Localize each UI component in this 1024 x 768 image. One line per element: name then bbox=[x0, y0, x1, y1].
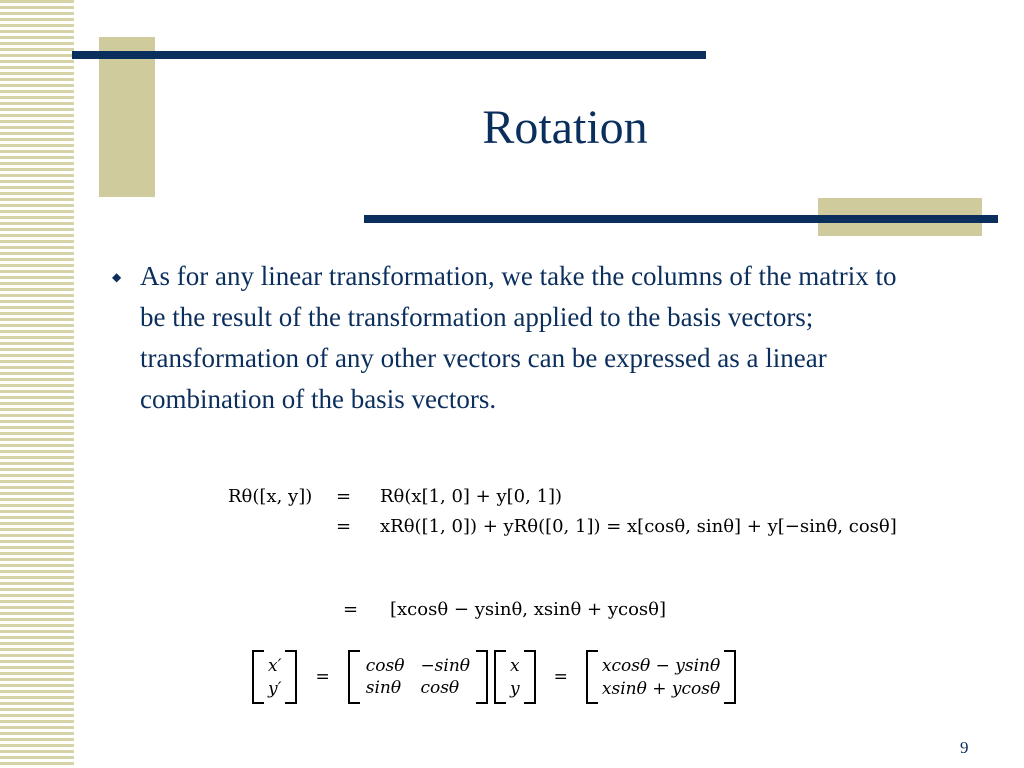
bracket-left bbox=[586, 650, 598, 704]
vector-entry: xsinθ + ycosθ bbox=[601, 678, 721, 699]
vector-entry: x′ bbox=[268, 655, 282, 676]
matrix-entry: sinθ bbox=[365, 678, 402, 698]
bracket-left bbox=[348, 650, 360, 704]
equals-sign: = bbox=[336, 486, 352, 507]
equation-rhs-2: xRθ([1, 0]) + yRθ([0, 1]) = x[cosθ, sinθ] + y[−sinθ, cosθ] bbox=[380, 516, 897, 537]
equals-sign: = bbox=[343, 599, 359, 620]
equals-sign: = bbox=[336, 516, 352, 537]
equation-rhs-3: [xcosθ − ysinθ, xsinθ + ycosθ] bbox=[390, 599, 667, 620]
matrix-entry: cosθ bbox=[365, 656, 405, 676]
page-number: 9 bbox=[960, 738, 969, 757]
bracket-right bbox=[476, 650, 488, 704]
decor-bar-middle bbox=[364, 215, 998, 223]
bracket-left bbox=[252, 650, 264, 704]
bracket-left bbox=[494, 650, 506, 704]
equals-sign: = bbox=[553, 667, 568, 687]
decor-block-top bbox=[99, 37, 155, 197]
vector-entry: xcosθ − ysinθ bbox=[601, 655, 721, 676]
bullet-text: As for any linear transformation, we take the columns of the matrix to be the result of the transformation applied to the basis vectors; transformation of any other vectors can be expressed as a linear combination of the basis vectors. bbox=[140, 261, 897, 414]
diamond-bullet-icon: ◆ bbox=[112, 270, 122, 284]
result-vector bbox=[598, 654, 724, 700]
matrix-entry: −sinθ bbox=[420, 656, 471, 676]
decor-bar-top bbox=[72, 51, 706, 59]
vector-entry: y′ bbox=[268, 678, 282, 699]
vector-entry: x bbox=[510, 655, 520, 676]
matrix-entry: cosθ bbox=[420, 678, 460, 698]
bracket-right bbox=[285, 650, 297, 704]
equals-sign: = bbox=[315, 667, 330, 687]
equation-lhs: Rθ([x, y]) bbox=[228, 486, 313, 507]
left-striped-border bbox=[0, 0, 74, 768]
matrix-equation bbox=[252, 650, 736, 704]
vector-entry: y bbox=[510, 678, 520, 699]
rotation-matrix bbox=[360, 656, 476, 698]
bracket-right bbox=[524, 650, 536, 704]
vector-xy bbox=[506, 654, 524, 700]
equation-rhs-1: Rθ(x[1, 0] + y[0, 1]) bbox=[380, 486, 563, 507]
vector-prime bbox=[264, 654, 285, 700]
bracket-right bbox=[724, 650, 736, 704]
slide-title: Rotation bbox=[482, 101, 648, 154]
